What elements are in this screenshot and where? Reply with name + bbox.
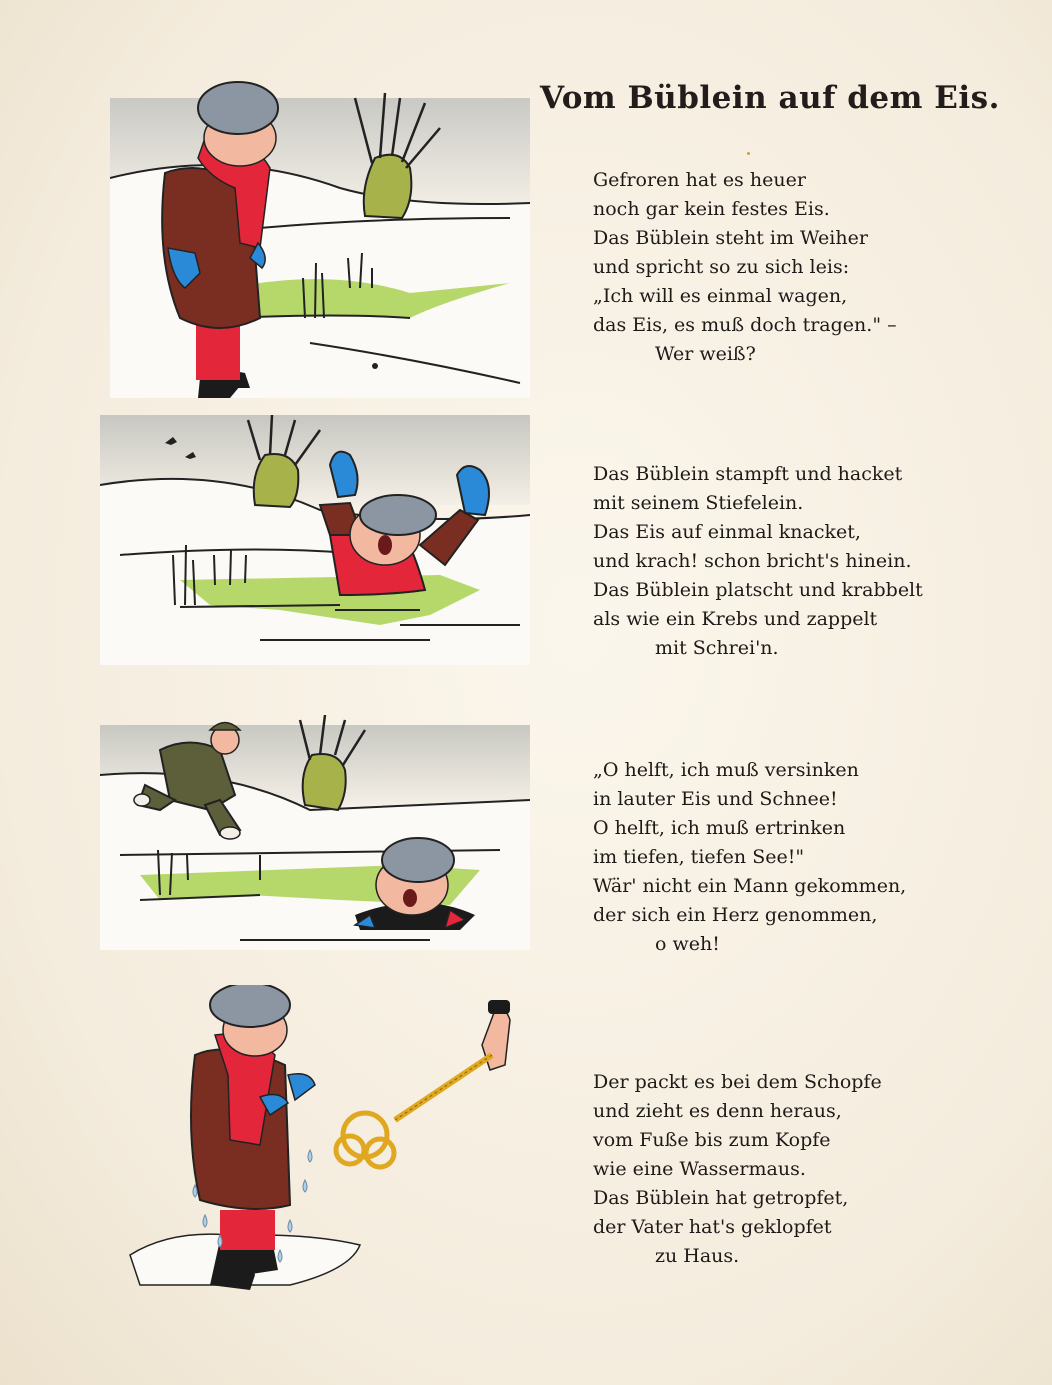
stanza-refrain: zu Haus. [655,1245,740,1267]
stanza-line: Das Büblein platscht und krabbelt [593,579,923,601]
stanza-line: „O helft, ich muß versinken [593,759,859,781]
stanza-line: Der packt es bei dem Schopfe [593,1071,882,1093]
stanza-line: O helft, ich muß ertrinken [593,817,846,839]
stanza-line: im tiefen, tiefen See!" [593,846,805,868]
stanza-line: noch gar kein festes Eis. [593,198,830,220]
stanza-line: Das Büblein stampft und hacket [593,463,903,485]
illustration-boy-breaking-ice [100,415,530,665]
stanza-refrain: mit Schrei'n. [655,637,779,659]
stanza-line: und zieht es denn heraus, [593,1100,842,1122]
paper-speck [747,152,750,155]
rescue-illustration [100,715,530,950]
poem-title: Vom Büblein auf dem Eis. [540,80,1000,116]
illustration-rescue [100,715,530,950]
stanza-refrain: Wer weiß? [655,343,756,365]
stanza-line: wie eine Wassermaus. [593,1158,806,1180]
punishment-illustration [110,985,530,1295]
stanza-line: der sich ein Herz genommen, [593,904,878,926]
stanza-line: Wär' nicht ein Mann gekommen, [593,875,907,897]
stanza-line: Das Eis auf einmal knacket, [593,521,861,543]
boy-on-ice-illustration [110,78,530,398]
stanza-1 [593,166,1033,369]
carpet-beater-icon [336,1000,510,1167]
stanza-line: mit seinem Stiefelein. [593,492,804,514]
stanza-line: Gefroren hat es heuer [593,169,806,191]
illustration-boy-standing [110,78,530,398]
stanza-line: und krach! schon bricht's hinein. [593,550,912,572]
stanza-refrain: o weh! [655,933,720,955]
stanza-line: als wie ein Krebs und zappelt [593,608,878,630]
stanza-line: das Eis, es muß doch tragen." – [593,314,897,336]
stanza-line: „Ich will es einmal wagen, [593,285,848,307]
stanza-line: der Vater hat's geklopfet [593,1216,832,1238]
stanza-2 [593,460,1033,663]
stanza-line: Das Büblein hat getropfet, [593,1187,849,1209]
stanza-3 [593,756,1033,959]
boy-breaking-ice-illustration [100,415,530,665]
stanza-line: Das Büblein steht im Weiher [593,227,868,249]
stanza-line: in lauter Eis und Schnee! [593,788,838,810]
stanza-4 [593,1068,1033,1271]
illustration-wet-boy [110,985,530,1295]
stanza-line: und spricht so zu sich leis: [593,256,850,278]
stanza-line: vom Fuße bis zum Kopfe [593,1129,831,1151]
